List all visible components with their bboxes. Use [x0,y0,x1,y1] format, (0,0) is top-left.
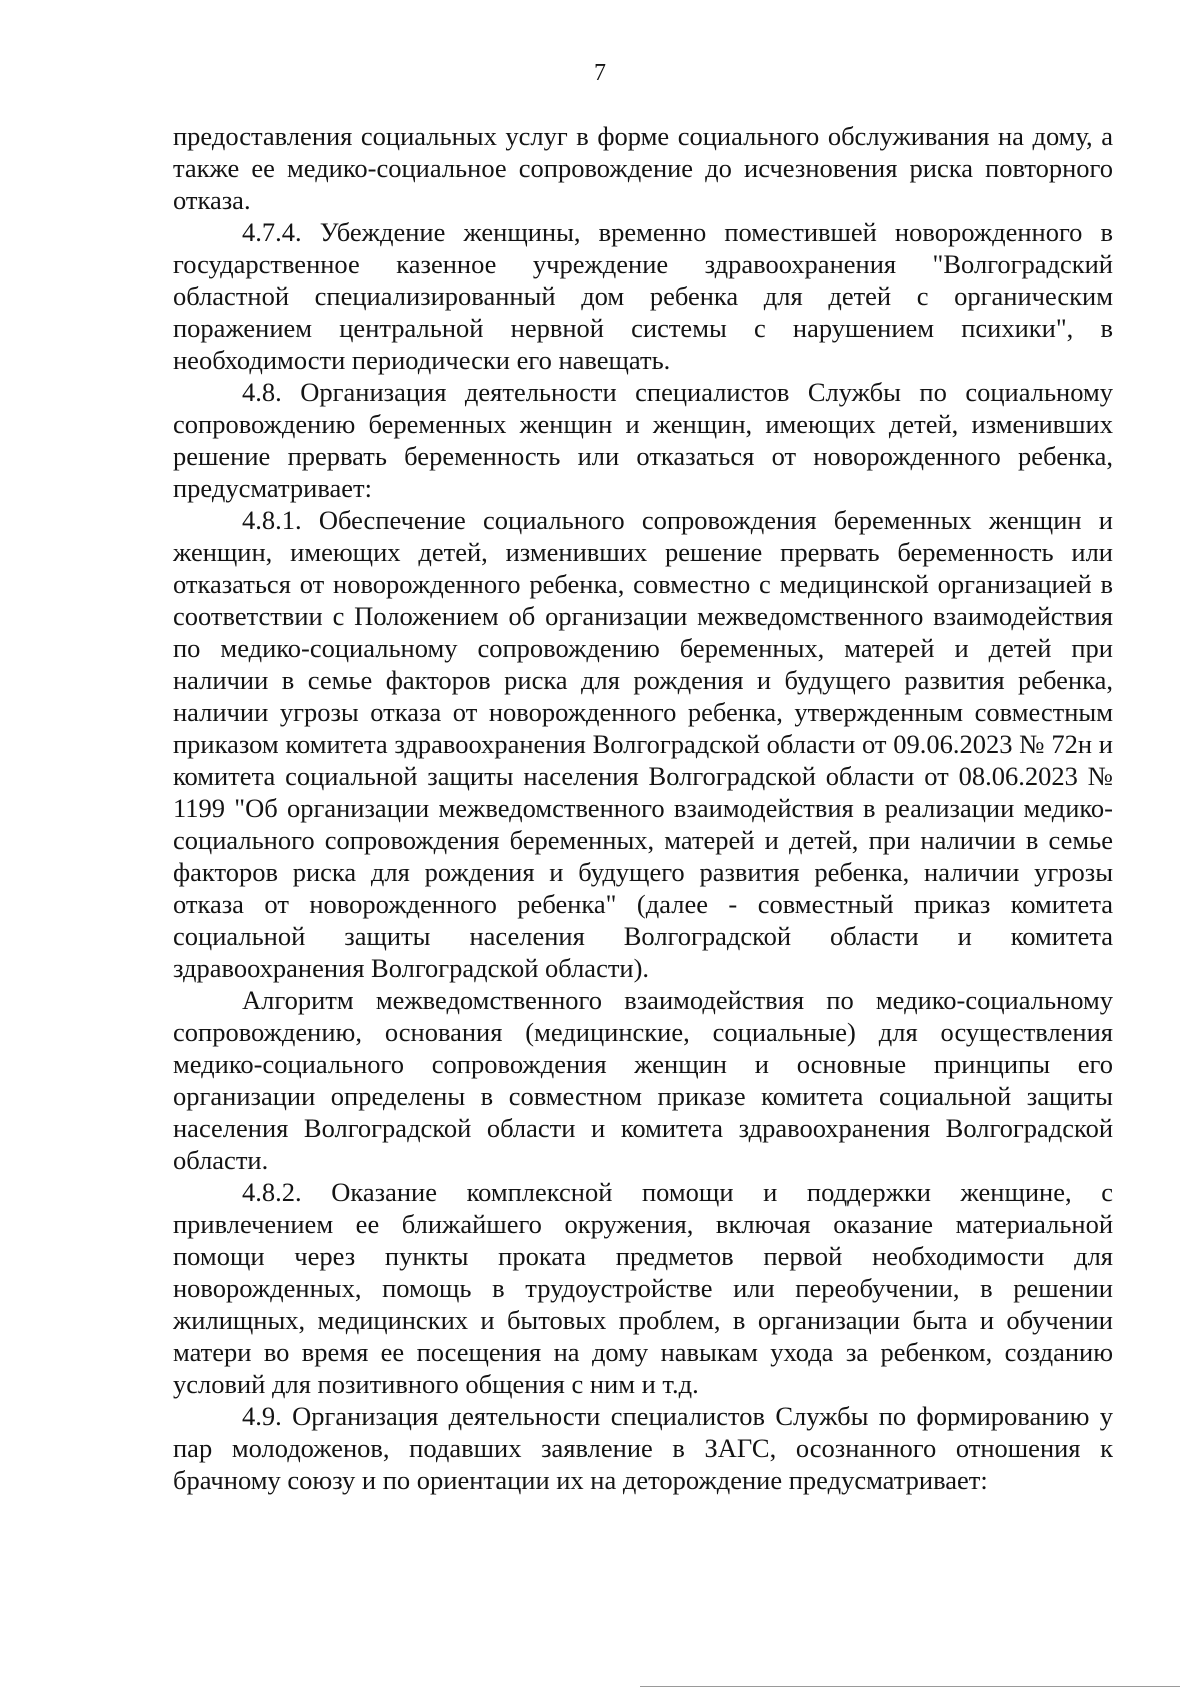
paragraph-algorithm: Алгоритм межведомственного взаимодействия по медико-социальному сопровождению, основания (медицинские, социальные) для осуществления медико-социального сопровождения женщин и основные принципы его организации определены в совместном приказе комитета социальной защиты населения Волгоградской области и комитета здравоохранения Волгоградской области. [173,985,1113,1175]
paragraph-4-8: 4.8. Организация деятельности специалистов Службы по социальному сопровождению беременных женщин и женщин, имеющих детей, изменивших решение прервать беременность или отказаться от новорожденного ребенка, предусматривает: [173,377,1113,503]
document-body [173,120,1113,1496]
paragraph-continuation: предоставления социальных услуг в форме социального обслуживания на дому, а также ее медико-социальное сопровождение до исчезновения риска повторного отказа. [173,121,1113,215]
paragraph-4-8-1: 4.8.1. Обеспечение социального сопровождения беременных женщин и женщин, имеющих детей, изменивших решение прервать беременность или отказаться от новорожденного ребенка, совместно с медицинской организацией в соответствии с Положением об организации межведомственного взаимодействия по медико-социальному сопровождению беременных, матерей и детей при наличии в семье факторов риска для рождения и будущего развития ребенка, наличии угрозы отказа от новорожденного ребенка, утвержденным совместным приказом комитета здравоохранения Волгоградской области от 09.06.2023 № 72н и комитета социальной защиты населения Волгоградской области от 08.06.2023 № 1199 "Об организации межведомственного взаимодействия в реализации медико-социального сопровождения беременных, матерей и детей, при наличии в семье факторов риска для рождения и будущего развития ребенка, наличии угрозы отказа от новорожденного ребенка" (далее - совместный приказ комитета социальной защиты населения Волгоградской области и комитета здравоохранения Волгоградской области). [173,505,1113,983]
paragraph-4-7-4: 4.7.4. Убеждение женщины, временно поместившей новорожденного в государственное казенное учреждение здравоохранения "Волгоградский областной специализированный дом ребенка для детей с органическим поражением центральной нервной системы с нарушением психики", в необходимости периодически его навещать. [173,217,1113,375]
paragraph-4-8-2: 4.8.2. Оказание комплексной помощи и поддержки женщине, с привлечением ее ближайшего окружения, включая оказание материальной помощи через пункты проката предметов первой необходимости для новорожденных, помощь в трудоустройстве или переобучении, в решении жилищных, медицинских и бытовых проблем, в организации быта и обучении матери во время ее посещения на дому навыкам ухода за ребенком, созданию условий для позитивного общения с ним и т.д. [173,1177,1113,1399]
scan-edge-line [640,1686,1180,1687]
page-number: 7 [594,60,606,86]
paragraph-4-9: 4.9. Организация деятельности специалистов Службы по формированию у пар молодоженов, подавших заявление в ЗАГС, осознанного отношения к брачному союзу и по ориентации их на деторождение предусматривает: [173,1401,1113,1495]
